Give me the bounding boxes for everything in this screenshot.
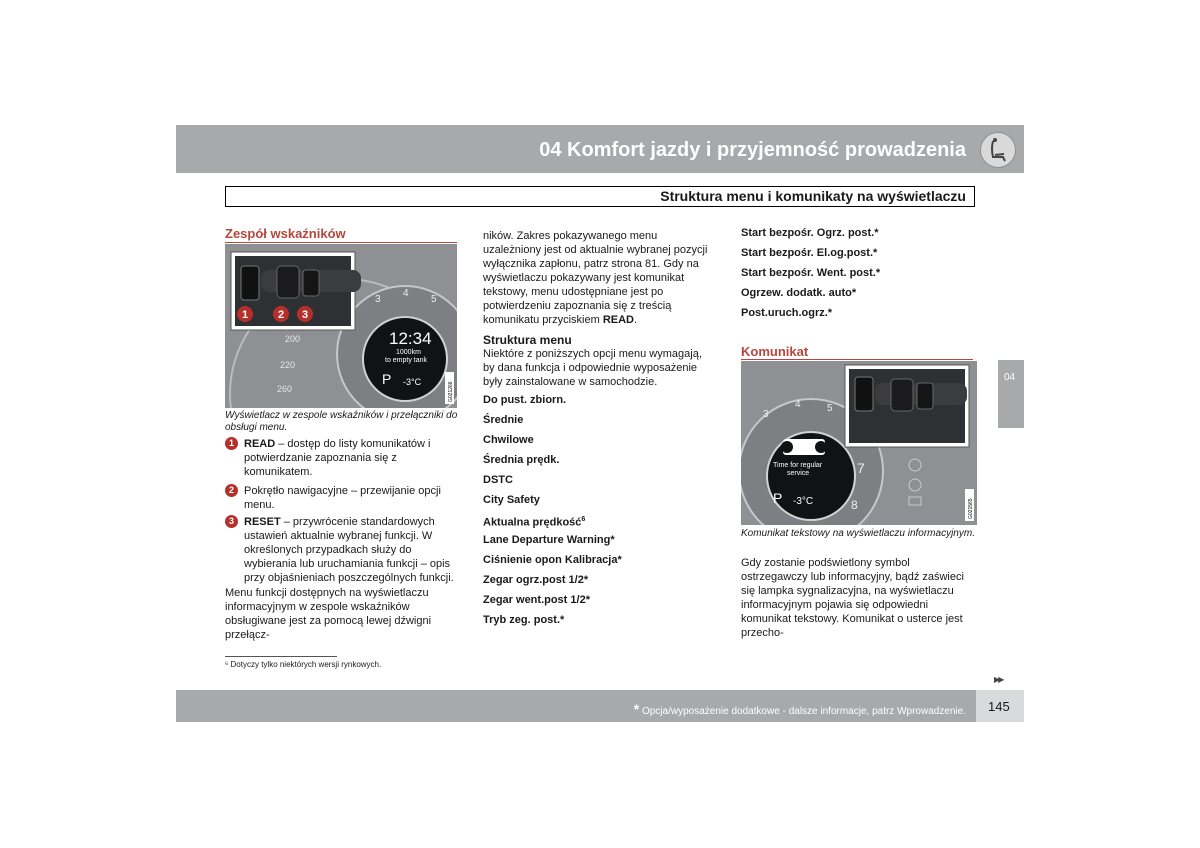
message-line-1: Time for regular: [773, 462, 823, 469]
menu-list-item: Ciśnienie opon Kalibracja*: [483, 554, 622, 566]
menu-list-item: Start bezpośr. El.og.post.*: [741, 247, 878, 259]
menu-list-item: Tryb zeg. post.*: [483, 614, 565, 626]
menu-list-item: Start bezpośr. Ogrz. post.*: [741, 227, 879, 239]
body-paragraph: Menu funkcji dostępnych na wyświetlaczu informacyjnym w zespole wskaźników obsługiwane jest za pomocą lewej dźwigni przełącz-: [225, 587, 432, 641]
menu-list-item: Start bezpośr. Went. post.*: [741, 267, 881, 279]
footnote-rule: [225, 656, 337, 657]
seat-icon: [980, 132, 1016, 168]
chapter-header: [176, 125, 1024, 173]
item-keyword: RESET: [244, 516, 281, 528]
gauge-label: 200: [285, 334, 301, 344]
wrench-icon: [781, 439, 827, 455]
list-item: [225, 437, 461, 479]
display-gear: P: [773, 490, 783, 506]
gauge-label: 3: [763, 409, 769, 420]
menu-list-item: Średnia prędk.: [483, 454, 560, 466]
list-item: [225, 484, 461, 512]
display-temp: -3°C: [403, 377, 422, 387]
display-time: 12:34: [389, 329, 432, 348]
menu-list: [741, 226, 973, 326]
list-item: [225, 515, 461, 585]
display-gear: P: [382, 371, 392, 387]
paragraph-text: .: [634, 314, 638, 326]
menu-list-item: Post.uruch.ogrz.*: [741, 307, 833, 319]
side-tab-label: 04: [1004, 372, 1016, 383]
continue-arrows-icon: ▶▶: [994, 675, 1003, 684]
heading-rule: [225, 242, 457, 243]
heading-instrument-cluster: Zespół wskaźników: [225, 226, 346, 241]
paragraph-keyword: READ: [602, 314, 634, 326]
display-temp: -3°C: [793, 496, 814, 507]
menu-list-item: Zegar ogrz.post 1/2*: [483, 574, 589, 586]
heading-rule: [741, 359, 973, 360]
body-paragraph: Niektóre z poniższych opcji menu wymagają, by dana funkcja i odpowiednie wyposażenie były zainstalowane w samochodzie.: [483, 348, 702, 388]
instrument-cluster-figure: [225, 244, 457, 408]
chapter-side-tab: [998, 360, 1024, 428]
item-text: Pokrętło nawigacyjne – przewijanie opcji menu.: [244, 485, 441, 511]
menu-list-item: City Safety: [483, 494, 540, 506]
menu-list-item: Zegar went.post 1/2*: [483, 594, 590, 606]
callout-label: 2: [278, 309, 285, 321]
chapter-title: 04 Komfort jazdy i przyjemność prowadzenia: [539, 139, 966, 161]
item-text: – dostęp do listy komunikatów i potwierdzanie zapoznania się z komunikatem.: [244, 438, 431, 478]
menu-list-item: Chwilowe: [483, 434, 534, 446]
item-keyword: READ: [244, 438, 276, 450]
menu-list: [483, 393, 715, 633]
page-number-box: [976, 690, 1024, 722]
paragraph-text: ników. Zakres pokazywanego menu uzależniony jest od aktualnie wybranej pozycji wyłącznika zapłonu, patrz strona 81. Gdy na wyświetlaczu pokazywany jest komunikat tekstowy, menu udostępniane jest po potwierdzeniu zapoznania się z treścią komunikatu przyciskiem: [483, 230, 708, 326]
callout-label: 3: [302, 309, 309, 321]
body-paragraph: Gdy zostanie podświetlony symbol ostrzegawczy lub informacyjny, bądź zaświeci się lampka sygnalizacyjna, na wyświetlaczu informacyjnym pojawia się odpowiedni komunikat tekstowy. Komunikat o usterce jest przecho-: [741, 557, 964, 639]
menu-list-item: Ogrzew. dodatk. auto*: [741, 287, 857, 299]
section-title: Struktura menu i komunikaty na wyświetlaczu: [660, 188, 966, 204]
footer-note: [634, 701, 966, 717]
menu-item-text: Aktualna prędkość: [483, 516, 582, 529]
item-text: – przywrócenie standardowych ustawień aktualnie wybranej funkcji. W określonych przypadkach służy do wybierania lub uruchamiania funkcji – opis przy objaśnieniach poszczególnych funkcji.: [244, 516, 454, 584]
figure-caption: Wyświetlacz w zespole wskaźników i przełączniki do obsługi menu.: [225, 410, 458, 433]
number-badge: 2: [225, 484, 238, 497]
footer-note-text: Opcja/wyposażenie dodatkowe - dalsze informacje, patrz Wprowadzenie.: [639, 706, 966, 717]
gauge-label: 4: [403, 288, 409, 299]
display-range-label: to empty tank: [385, 357, 428, 364]
heading-message: Komunikat: [741, 344, 809, 359]
gauge-label: 220: [280, 360, 296, 370]
gauge-label: 7: [857, 460, 865, 476]
footnote-marker: 6: [581, 516, 586, 523]
message-line-2: service: [787, 470, 810, 477]
gauge-label: 3: [375, 294, 381, 305]
heading-menu-structure: Struktura menu: [483, 333, 572, 347]
menu-list-item: Do pust. zbiorn.: [483, 394, 567, 406]
figure-caption: Komunikat tekstowy na wyświetlaczu informacyjnym.: [741, 528, 975, 539]
display-range: 1000km: [396, 349, 421, 356]
menu-list-item: DSTC: [483, 474, 513, 486]
gauge-label: 260: [277, 384, 293, 394]
callout-label: 1: [242, 309, 249, 321]
message-display-figure: [741, 361, 977, 525]
menu-list-item: [483, 513, 715, 533]
gauge-label: 8: [851, 498, 858, 512]
footer-star: *: [633, 701, 640, 717]
number-badge: 1: [225, 437, 238, 450]
menu-list-item: Średnie: [483, 414, 524, 426]
figure-code: G021266: [448, 381, 454, 402]
gauge-label: 5: [827, 403, 833, 414]
menu-list-item: Lane Departure Warning*: [483, 534, 615, 546]
page-number: 145: [988, 699, 1010, 714]
footer-band: [176, 690, 976, 722]
gauge-label: 4: [795, 399, 801, 410]
figure-code: G021565: [968, 498, 974, 519]
number-badge: 3: [225, 515, 238, 528]
body-paragraph: [483, 229, 715, 327]
footnote: ⁶ Dotyczy tylko niektórych wersji rynkowych.: [225, 660, 382, 669]
gauge-label: 5: [431, 294, 437, 305]
section-title-bar: [225, 186, 975, 207]
